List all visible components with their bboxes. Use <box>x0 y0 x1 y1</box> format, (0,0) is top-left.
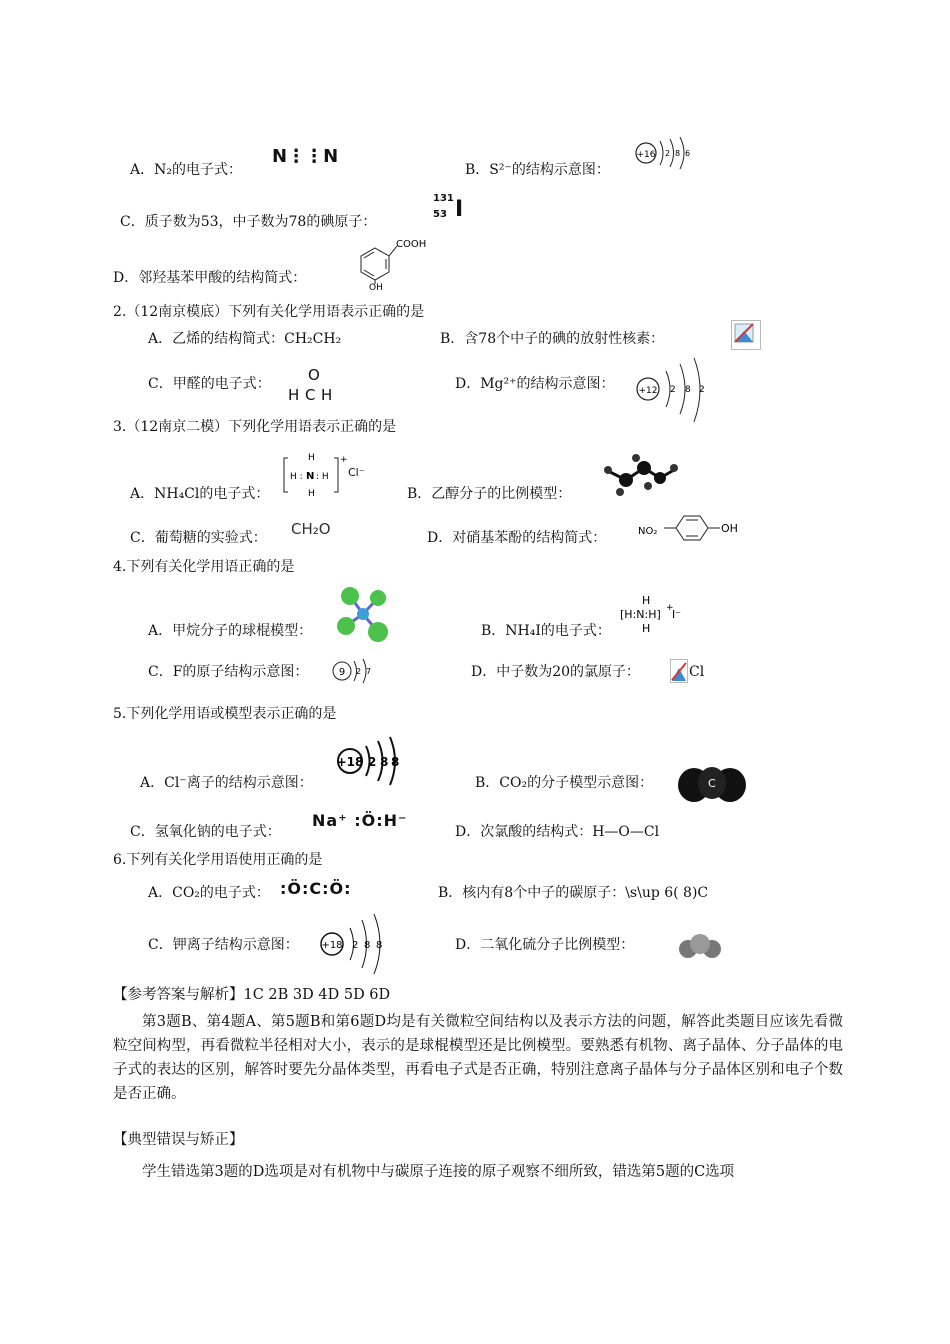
broken-image-glyph <box>732 321 760 349</box>
ethanol-model <box>596 452 680 496</box>
shell-arc <box>680 137 684 169</box>
carbon-ball <box>619 473 633 487</box>
shell-arc <box>670 139 674 167</box>
co2-electron-formula: :Ö:C:Ö: <box>280 879 352 898</box>
charge: + <box>666 603 674 613</box>
oxygen-ball <box>654 472 666 484</box>
shell-arc <box>660 141 663 165</box>
q1-option-c: C．质子数为53，中子数为78的碘原子： <box>120 214 377 230</box>
q6-option-b: B．核内有8个中子的碳原子：\s\up 6( 8)C <box>438 885 709 901</box>
q3-option-a: A．NH₄Cl的电子式： <box>130 486 270 502</box>
hydrogen-ball <box>341 587 359 605</box>
f-atom-structure-diagram <box>330 656 376 686</box>
s2-nucleus: +16 <box>636 150 656 160</box>
q4-option-c: C．F的原子结构示意图： <box>148 664 309 680</box>
methane-ball-stick-model <box>332 584 394 644</box>
hydrogen-atom: H <box>288 386 300 404</box>
q6-option-d: D．二氧化硫分子比例模型： <box>455 937 635 953</box>
nh4cl-electron-formula <box>282 452 378 498</box>
hydrogen-ball <box>604 466 612 474</box>
n2-electron-formula: N⋮⋮N <box>272 146 339 167</box>
q3-stem: 3.（12南京二模）下列化学用语表示正确的是 <box>113 419 397 435</box>
q1-option-d: D．邻羟基苯甲酸的结构简式： <box>113 270 307 286</box>
chlorine-symbol: Cl <box>689 664 705 680</box>
q1-option-a: A．N₂的电子式： <box>130 162 242 178</box>
co2-model-diagram <box>676 763 748 805</box>
i-ion: I⁻ <box>672 608 682 621</box>
q3-option-b: B．乙醇分子的比例模型： <box>407 486 572 502</box>
shell-count: 2 <box>368 755 377 769</box>
broken-image-icon <box>731 320 761 350</box>
q4-option-a: A．甲烷分子的球棍模型： <box>148 623 313 639</box>
n-center: N <box>306 471 315 482</box>
shell-count: 8 <box>391 755 400 769</box>
q6-stem: 6.下列有关化学用语使用正确的是 <box>113 852 323 868</box>
k-nucleus: +18 <box>321 940 343 951</box>
p-nitrophenol-structure <box>638 510 748 544</box>
h-top: H <box>308 453 315 463</box>
left-bracket <box>284 458 288 492</box>
sulfur-sphere <box>690 934 710 954</box>
benzene-ring <box>361 248 389 280</box>
q1-option-b: B．S²⁻的结构示意图： <box>465 162 610 178</box>
element-symbol: I <box>455 197 464 222</box>
hydrogen-ball <box>337 617 355 635</box>
charge: + <box>340 455 348 465</box>
k-ion-structure-diagram <box>320 912 392 976</box>
answer-heading: 【参考答案与解析】1C 2B 3D 4D 5D 6D <box>113 987 391 1003</box>
hydrogen-ball <box>368 622 388 642</box>
iodine-nuclide <box>433 193 467 227</box>
h-top: H <box>642 594 651 607</box>
q3-option-c: C．葡萄糖的实验式： <box>130 530 267 546</box>
atomic-number: 53 <box>433 209 447 220</box>
carbon-ball <box>637 461 651 475</box>
q5-stem: 5.下列化学用语或模型表示正确的是 <box>113 706 337 722</box>
shell-count: 8 <box>675 149 681 158</box>
hydrogen-atom: H <box>321 386 333 404</box>
oh-label: OH <box>369 283 383 290</box>
s2-structure-diagram <box>632 136 692 172</box>
hydrogen-ball <box>670 464 678 472</box>
carbon-atom: C <box>305 386 316 404</box>
shell-count: 8 <box>685 385 691 395</box>
nh4i-electron-formula <box>620 594 690 638</box>
q5-option-c: C．氢氧化钠的电子式： <box>130 824 281 840</box>
q5-option-d: D．次氯酸的结构式：H—O—Cl <box>455 824 660 840</box>
broken-image-icon <box>670 659 688 683</box>
formaldehyde-electron-formula <box>284 366 334 412</box>
q2-option-a: A．乙烯的结构简式：CH₂CH₂ <box>148 331 342 347</box>
q4-option-d: D．中子数为20的氯原子： <box>471 664 641 680</box>
cl-nucleus: +18 <box>336 755 364 769</box>
shell-count: 8 <box>364 940 371 951</box>
shell-count: 2 <box>356 667 362 676</box>
so2-space-filling-model <box>676 932 724 962</box>
glucose-empirical-formula: CH₂O <box>291 520 331 538</box>
answer-body: 第3题B、第4题A、第5题B和第6题D均是有关微粒空间结构以及表示方法的问题，解答此类题目应该先看微粒空间构型，再看微粒半径相对大小，表示的是球棍模型还是比例模型。要熟悉有机物、离子晶体、分子晶体的电子式的表达的区别，解答时要先分晶体类型，再看电子式是否正确，特别注意离子晶体与分子晶体区别和电子个数是否正确。 <box>113 1014 843 1102</box>
shell-count: 2 <box>699 385 705 395</box>
cooh-label: COOH <box>396 239 427 250</box>
carbon-ball <box>357 608 369 620</box>
right-bracket <box>334 458 338 492</box>
errors-body: 学生错选第3题的D选项是对有机物中与碳原子连接的原子观察不细所致，错选第5题的C选项 <box>142 1164 735 1180</box>
q5-option-a: A．Cl⁻离子的结构示意图： <box>140 775 313 791</box>
q2-option-b: B．含78个中子的碘的放射性核素： <box>440 331 665 347</box>
na-ion: Na⁺ <box>312 811 348 830</box>
oh-label: OH <box>721 522 738 535</box>
naoh-electron-formula <box>312 811 407 830</box>
carbon-letter: C <box>708 777 716 790</box>
oxygen-atom: O <box>308 366 320 384</box>
shell-count: 7 <box>366 667 372 676</box>
salicylic-acid-structure <box>345 234 435 290</box>
cl-ion-structure-diagram <box>336 736 402 786</box>
q3-option-d: D．对硝基苯酚的结构简式： <box>427 530 607 546</box>
shell-count: 2 <box>665 149 671 158</box>
cl-ion: Cl⁻ <box>348 466 365 479</box>
h-left: H : <box>290 472 303 482</box>
shell-count: 8 <box>376 940 383 951</box>
q2-option-d: D．Mg²⁺的结构示意图： <box>455 376 615 392</box>
shell-count: 2 <box>670 385 676 395</box>
h-bottom: H <box>642 622 651 635</box>
h-bottom: H <box>308 489 315 498</box>
shell-count: 2 <box>352 940 359 951</box>
q5-option-b: B．CO₂的分子模型示意图： <box>475 775 654 791</box>
q4-option-b: B．NH₄I的电子式： <box>481 623 611 639</box>
q2-stem: 2.（12南京模底）下列有关化学用语表示正确的是 <box>113 304 425 320</box>
hydrogen-ball <box>632 454 640 462</box>
errors-heading: 【典型错误与矫正】 <box>113 1132 244 1148</box>
mg-nucleus: +12 <box>638 386 658 396</box>
shell-count: 8 <box>380 755 389 769</box>
oh-ion: :Ö:H⁻ <box>354 811 408 830</box>
hydrogen-ball <box>616 488 624 496</box>
q2-option-c: C．甲醛的电子式： <box>148 376 271 392</box>
h-right: : H <box>316 472 329 482</box>
f-nucleus: 9 <box>338 667 346 678</box>
hydrogen-ball <box>644 482 652 490</box>
mass-number: 131 <box>433 193 454 204</box>
nh4-core: [H:N:H] <box>620 608 661 621</box>
broken-image-glyph <box>671 660 687 682</box>
shell-count: 6 <box>685 149 691 158</box>
q6-option-a: A．CO₂的电子式： <box>148 885 270 901</box>
hydrogen-ball <box>370 590 386 606</box>
no2-label: NO₂ <box>638 526 658 537</box>
q4-stem: 4.下列有关化学用语正确的是 <box>113 559 295 575</box>
mg2-structure-diagram <box>632 356 712 426</box>
q6-option-c: C．钾离子结构示意图： <box>148 937 299 953</box>
